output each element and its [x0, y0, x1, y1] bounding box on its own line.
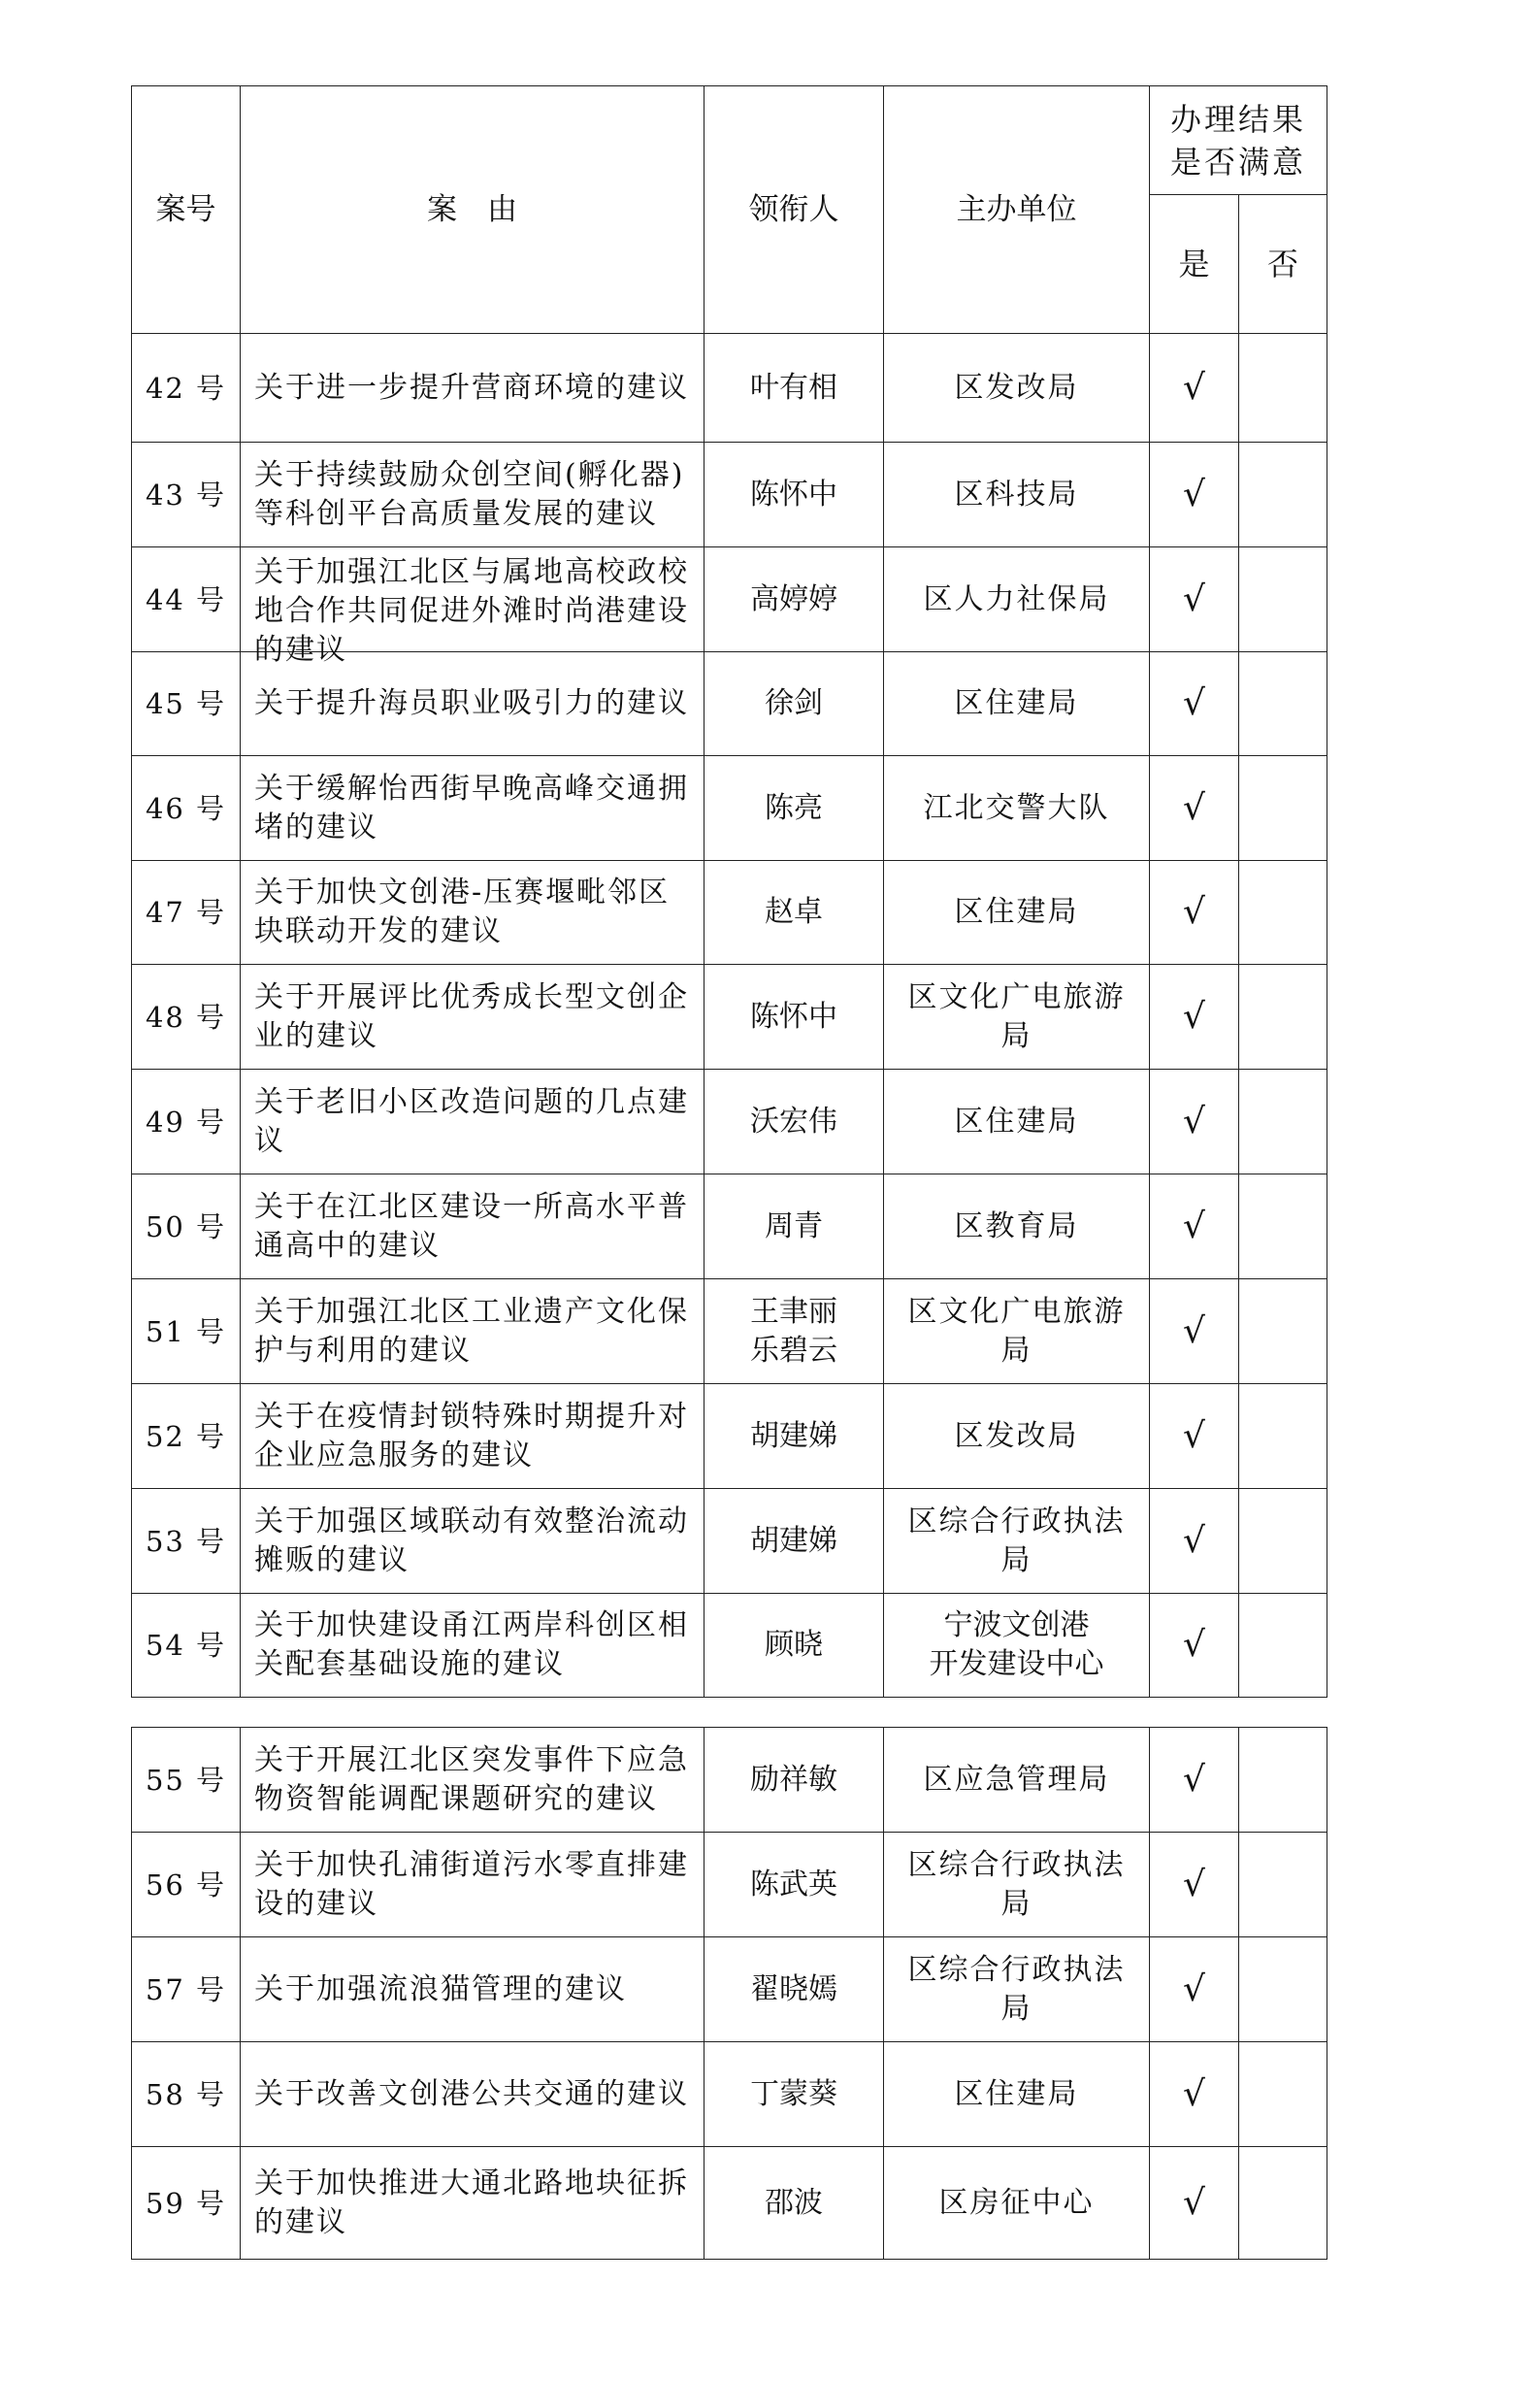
satisfied-yes-check: √: [1150, 965, 1239, 1070]
satisfied-no-mark: [1239, 2147, 1327, 2260]
host-unit: 区发改局: [884, 1384, 1150, 1489]
satisfied-no-mark: [1239, 1489, 1327, 1594]
header-no: 否: [1239, 195, 1327, 334]
case-number: 53 号: [132, 1489, 241, 1594]
case-number: 57 号: [132, 1937, 241, 2042]
satisfied-no-mark: [1239, 1833, 1327, 1937]
case-number: 45 号: [132, 652, 241, 756]
case-reason-text: 关于加快推进大通北路地块征拆的建议: [254, 2166, 689, 2239]
case-reason-text: 关于提升海员职业吸引力的建议: [254, 686, 689, 720]
leader-name: 胡建娣: [704, 1489, 884, 1594]
case-number: 50 号: [132, 1174, 241, 1279]
case-reason-text: 关于加强江北区与属地高校政校地合作共同促进外滩时尚港建设的建议: [254, 554, 689, 667]
case-reason-text: 关于改善文创港公共交通的建议: [254, 2076, 689, 2111]
host-unit: 区综合行政执法局: [884, 1489, 1150, 1594]
case-reason: [241, 2042, 704, 2147]
satisfied-no-mark: [1239, 756, 1327, 861]
table-row: [132, 1384, 1327, 1489]
leader-name: 沃宏伟: [704, 1070, 884, 1174]
case-number: 51 号: [132, 1279, 241, 1384]
table-row: [132, 2147, 1327, 2260]
host-unit: 区文化广电旅游局: [884, 965, 1150, 1070]
host-unit: 区房征中心: [884, 2147, 1150, 2260]
satisfied-no-mark: [1239, 1279, 1327, 1384]
satisfied-no-mark: [1239, 1174, 1327, 1279]
leader-name: 顾晓: [704, 1594, 884, 1698]
header-case-no: 案号: [132, 86, 241, 334]
table-row: [132, 1489, 1327, 1594]
satisfied-no-mark: [1239, 1937, 1327, 2042]
leader-name: [704, 1279, 884, 1384]
case-reason-text: 关于在江北区建设一所高水平普通高中的建议: [254, 1189, 689, 1263]
case-reason-text: 关于进一步提升营商环境的建议: [254, 370, 689, 405]
case-number: 46 号: [132, 756, 241, 861]
case-reason: [241, 1384, 704, 1489]
satisfied-yes-check: √: [1150, 547, 1239, 652]
proposal-table-2: [131, 1727, 1327, 2260]
satisfied-yes-check: √: [1150, 334, 1239, 443]
satisfied-yes-check: √: [1150, 443, 1239, 547]
header-satisfaction-line1: 办理结果: [1169, 100, 1306, 138]
case-number: 49 号: [132, 1070, 241, 1174]
satisfied-yes-check: √: [1150, 1070, 1239, 1174]
case-reason: [241, 965, 704, 1070]
satisfied-no-mark: [1239, 1728, 1327, 1833]
host-unit: 江北交警大队: [884, 756, 1150, 861]
satisfied-yes-check: √: [1150, 1384, 1239, 1489]
satisfied-no-mark: [1239, 547, 1327, 652]
satisfied-no-mark: [1239, 1070, 1327, 1174]
host-unit: 区文化广电旅游局: [884, 1279, 1150, 1384]
case-reason-text: 关于开展江北区突发事件下应急物资智能调配课题研究的建议: [254, 1742, 689, 1816]
leader-name: 徐剑: [704, 652, 884, 756]
satisfied-yes-check: √: [1150, 1937, 1239, 2042]
header-leader: 领衔人: [704, 86, 884, 334]
case-number: 55 号: [132, 1728, 241, 1833]
case-reason-text: 关于加快孔浦街道污水零直排建设的建议: [254, 1847, 689, 1921]
host-unit: 区人力社保局: [884, 547, 1150, 652]
leader-name: 陈武英: [704, 1833, 884, 1937]
case-number: 44 号: [132, 547, 241, 652]
satisfied-yes-check: √: [1150, 1594, 1239, 1698]
satisfied-yes-check: √: [1150, 652, 1239, 756]
case-reason: [241, 2147, 704, 2260]
leader-name: 陈亮: [704, 756, 884, 861]
host-unit: 区住建局: [884, 652, 1150, 756]
case-reason-text: 关于加强流浪猫管理的建议: [254, 1971, 627, 2006]
case-reason-text: 关于加快建设甬江两岸科创区相关配套基础设施的建议: [254, 1608, 689, 1681]
satisfied-no-mark: [1239, 965, 1327, 1070]
host-unit-line1: 宁波文创港: [943, 1608, 1090, 1642]
satisfied-yes-check: √: [1150, 861, 1239, 965]
leader-name: 翟晓嫣: [704, 1937, 884, 2042]
leader-name: 周青: [704, 1174, 884, 1279]
satisfied-yes-check: √: [1150, 1833, 1239, 1937]
host-unit: 区住建局: [884, 2042, 1150, 2147]
satisfied-yes-check: √: [1150, 2147, 1239, 2260]
leader-name: 赵卓: [704, 861, 884, 965]
leader-name: 丁蒙葵: [704, 2042, 884, 2147]
table-row: [132, 1594, 1327, 1698]
case-reason: [241, 1279, 704, 1384]
case-reason-text: 关于缓解怡西街早晚高峰交通拥堵的建议: [254, 771, 689, 844]
leader-name: 邵波: [704, 2147, 884, 2260]
satisfied-no-mark: [1239, 652, 1327, 756]
table-row: [132, 1833, 1327, 1937]
host-unit: 区科技局: [884, 443, 1150, 547]
case-reason: [241, 1174, 704, 1279]
host-unit: 区教育局: [884, 1174, 1150, 1279]
leader-name-line2: 乐碧云: [750, 1333, 837, 1368]
case-reason-text: 关于加强区域联动有效整治流动摊贩的建议: [254, 1504, 689, 1577]
host-unit: 区住建局: [884, 861, 1150, 965]
host-unit: 区住建局: [884, 1070, 1150, 1174]
satisfied-yes-check: √: [1150, 1728, 1239, 1833]
table-row: [132, 861, 1327, 965]
case-number: 58 号: [132, 2042, 241, 2147]
case-reason-text: 关于开展评比优秀成长型文创企业的建议: [254, 979, 689, 1053]
table-row: [132, 547, 1327, 652]
case-number: 47 号: [132, 861, 241, 965]
header-satisfaction-line2: 是否满意: [1169, 143, 1306, 181]
case-number: 54 号: [132, 1594, 241, 1698]
case-reason: [241, 1070, 704, 1174]
leader-name: 胡建娣: [704, 1384, 884, 1489]
case-number: 42 号: [132, 334, 241, 443]
leader-name: 陈怀中: [704, 443, 884, 547]
leader-name: 高婷婷: [704, 547, 884, 652]
case-number: 48 号: [132, 965, 241, 1070]
leader-name-line1: 王聿丽: [750, 1294, 837, 1329]
case-reason-text: 关于持续鼓励众创空间(孵化器)等科创平台高质量发展的建议: [254, 457, 685, 531]
table-row: [132, 443, 1327, 547]
table-row: [132, 1728, 1327, 1833]
satisfied-no-mark: [1239, 443, 1327, 547]
case-reason: [241, 1489, 704, 1594]
case-reason: [241, 1937, 704, 2042]
case-reason: [241, 1833, 704, 1937]
case-number: 52 号: [132, 1384, 241, 1489]
table-row: [132, 1070, 1327, 1174]
table-row: [132, 2042, 1327, 2147]
case-reason: [241, 547, 704, 667]
table-row: [132, 1174, 1327, 1279]
satisfied-no-mark: [1239, 334, 1327, 443]
satisfied-no-mark: [1239, 1594, 1327, 1698]
satisfied-yes-check: √: [1150, 756, 1239, 861]
satisfied-yes-check: √: [1150, 1174, 1239, 1279]
host-unit: 区发改局: [884, 334, 1150, 443]
table-row: [132, 965, 1327, 1070]
satisfied-yes-check: √: [1150, 2042, 1239, 2147]
table-row: [132, 334, 1327, 443]
case-reason-text: 关于老旧小区改造问题的几点建议: [254, 1084, 689, 1158]
satisfied-no-mark: [1239, 1384, 1327, 1489]
leader-name: 励祥敏: [704, 1728, 884, 1833]
table-row: [132, 756, 1327, 861]
satisfied-yes-check: √: [1150, 1489, 1239, 1594]
case-reason: [241, 756, 704, 861]
case-reason: [241, 1594, 704, 1698]
host-unit-line2: 开发建设中心: [929, 1647, 1104, 1681]
case-reason: [241, 861, 704, 965]
case-reason: [241, 443, 704, 547]
case-reason-text: 关于加快文创港-压赛堰毗邻区块联动开发的建议: [254, 876, 671, 948]
header-yes: 是: [1150, 195, 1239, 334]
table-row: [132, 1937, 1327, 2042]
host-unit: 区综合行政执法局: [884, 1833, 1150, 1937]
leader-name: 陈怀中: [704, 965, 884, 1070]
header-satisfaction: [1150, 86, 1327, 195]
header-unit: 主办单位: [884, 86, 1150, 334]
host-unit: 区综合行政执法局: [884, 1937, 1150, 2042]
satisfied-yes-check: √: [1150, 1279, 1239, 1384]
case-number: 43 号: [132, 443, 241, 547]
satisfied-no-mark: [1239, 861, 1327, 965]
host-unit: 区应急管理局: [884, 1728, 1150, 1833]
case-number: 59 号: [132, 2147, 241, 2260]
case-reason-text: 关于在疫情封锁特殊时期提升对企业应急服务的建议: [254, 1399, 689, 1472]
case-reason: [241, 1728, 704, 1833]
header-reason: 案 由: [241, 86, 704, 334]
case-number: 56 号: [132, 1833, 241, 1937]
host-unit: [884, 1594, 1150, 1698]
case-reason-text: 关于加强江北区工业遗产文化保护与利用的建议: [254, 1294, 689, 1368]
leader-name: 叶有相: [704, 334, 884, 443]
proposal-table-1: [131, 85, 1327, 1698]
table-row: [132, 1279, 1327, 1384]
satisfied-no-mark: [1239, 2042, 1327, 2147]
case-reason: [241, 334, 704, 443]
